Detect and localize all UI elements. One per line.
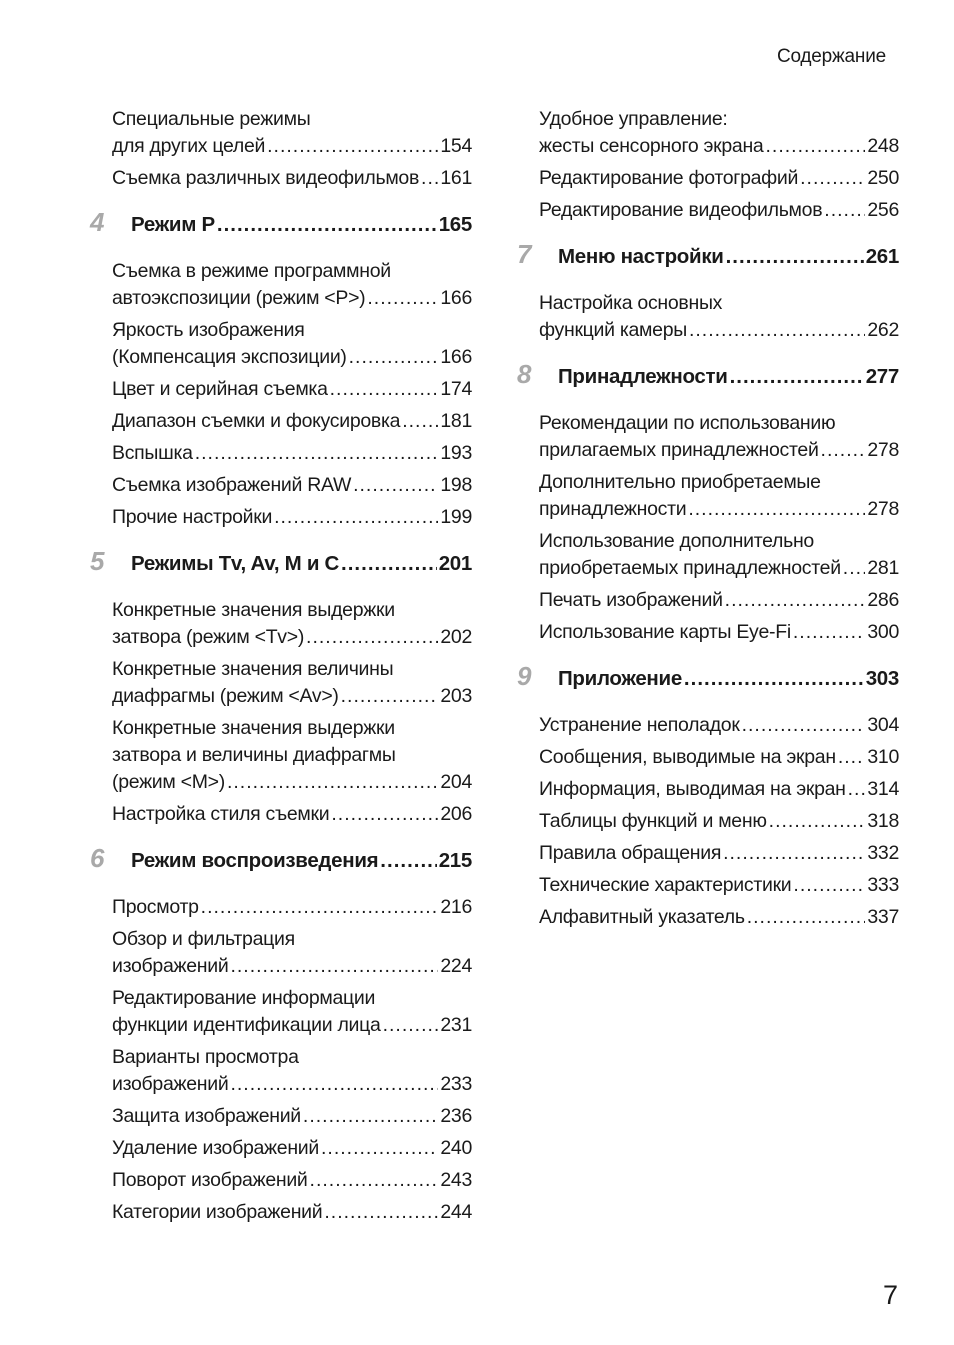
toc-entry[interactable]	[112, 1167, 472, 1194]
entry-page: 278	[867, 498, 899, 520]
entry-page: 198	[440, 474, 472, 496]
toc-entry[interactable]	[112, 1199, 472, 1226]
toc-entry[interactable]	[112, 317, 472, 371]
chapter-number: 7	[517, 239, 532, 269]
entry-title: Информация, выводимая на экран	[539, 778, 846, 800]
dot-leader	[730, 362, 864, 392]
toc-entry[interactable]	[539, 808, 899, 835]
dot-leader	[349, 344, 439, 371]
toc-entry[interactable]	[112, 376, 472, 403]
toc-entry[interactable]	[112, 597, 472, 651]
dot-leader	[267, 133, 438, 160]
chapter-title: Принадлежности	[558, 365, 728, 388]
entry-page: 206	[440, 803, 472, 825]
toc-entry[interactable]	[112, 985, 472, 1039]
chapter-number: 9	[517, 661, 532, 691]
entry-page: 310	[867, 746, 899, 768]
entry-title: Правила обращения	[539, 842, 722, 864]
toc-chapter-8[interactable]	[517, 359, 899, 392]
entry-title-line: Конкретные значения величины	[112, 658, 394, 680]
dot-leader	[821, 437, 866, 464]
toc-entry[interactable]	[539, 872, 899, 899]
entry-title-line: Варианты просмотра	[112, 1046, 299, 1068]
chapter-page: 201	[438, 552, 472, 575]
toc-chapter-9[interactable]	[517, 661, 899, 694]
entry-page: 304	[867, 714, 899, 736]
entry-title: Защита изображений	[112, 1105, 301, 1127]
dot-leader	[684, 664, 864, 694]
entry-page: 337	[867, 906, 899, 928]
toc-entry[interactable]	[539, 197, 899, 224]
dot-leader	[330, 376, 439, 403]
entry-title: Печать изображений	[539, 589, 723, 611]
entry-title: диафрагмы (режим <Av>)	[112, 685, 339, 707]
entry-page: 281	[867, 557, 899, 579]
toc-chapter-5[interactable]	[90, 546, 472, 579]
dot-leader	[689, 317, 865, 344]
entry-page: 248	[867, 135, 899, 157]
dot-leader	[765, 133, 865, 160]
toc-entry[interactable]	[112, 1044, 472, 1098]
entry-title-line: Специальные режимы	[112, 108, 311, 130]
toc-entry[interactable]	[112, 440, 472, 467]
dot-leader	[824, 197, 865, 224]
chapter-number: 8	[517, 359, 532, 389]
toc-entry[interactable]	[112, 258, 472, 312]
entry-title: Вспышка	[112, 442, 193, 464]
entry-page: 236	[440, 1105, 472, 1127]
entry-page: 332	[867, 842, 899, 864]
entry-page: 154	[440, 135, 472, 157]
chapter-title: Приложение	[558, 667, 682, 690]
entry-title: для других целей	[112, 135, 266, 157]
toc-entry[interactable]	[539, 469, 899, 523]
dot-leader	[331, 801, 438, 828]
dot-leader	[742, 712, 866, 739]
entry-title: Прочие настройки	[112, 506, 273, 528]
entry-page: 204	[440, 771, 472, 793]
dot-leader	[353, 472, 438, 499]
entry-page: 166	[440, 287, 472, 309]
dot-leader	[421, 165, 438, 192]
toc-entry[interactable]	[539, 587, 899, 614]
entry-title: приобретаемых принадлежностей	[539, 557, 841, 579]
dot-leader	[383, 1012, 439, 1039]
dot-leader	[303, 1103, 438, 1130]
toc-entry[interactable]	[112, 926, 472, 980]
toc-entry[interactable]	[112, 106, 472, 160]
toc-entry[interactable]	[539, 840, 899, 867]
entry-title: изображений	[112, 955, 229, 977]
entry-title: Удаление изображений	[112, 1137, 319, 1159]
dot-leader	[725, 587, 866, 614]
chapter-title: Режим воспроизведения	[131, 849, 379, 872]
chapter-number: 5	[90, 546, 105, 576]
dot-leader	[747, 904, 866, 931]
toc-entry[interactable]	[539, 410, 899, 464]
toc-entry[interactable]	[112, 656, 472, 710]
entry-page: 278	[867, 439, 899, 461]
entry-title-line: Удобное управление:	[539, 108, 728, 130]
dot-leader	[688, 496, 865, 523]
toc-entry[interactable]	[539, 744, 899, 771]
dot-leader	[230, 953, 438, 980]
entry-title-line: Использование дополнительно	[539, 530, 814, 552]
entry-title: изображений	[112, 1073, 229, 1095]
dot-leader	[324, 1199, 438, 1226]
entry-page: 216	[440, 896, 472, 918]
entry-page: 202	[440, 626, 472, 648]
entry-title: Редактирование видеофильмов	[539, 199, 823, 221]
entry-title-line: Яркость изображения	[112, 319, 305, 341]
entry-title: (Компенсация экспозиции)	[112, 346, 347, 368]
entry-page: 231	[440, 1014, 472, 1036]
entry-title-line: Рекомендации по использованию	[539, 412, 836, 434]
dot-leader	[227, 769, 438, 796]
toc-chapter-4[interactable]	[90, 207, 472, 240]
dot-leader	[723, 840, 865, 867]
toc-entry[interactable]	[112, 165, 472, 192]
entry-title: Категории изображений	[112, 1201, 323, 1223]
dot-leader	[341, 549, 437, 579]
toc-left-column	[90, 106, 472, 1231]
entry-page: 240	[440, 1137, 472, 1159]
page-header-title: Содержание	[776, 46, 886, 67]
entry-title: Алфавитный указатель	[539, 906, 745, 928]
dot-leader	[800, 165, 865, 192]
toc-entry[interactable]	[112, 504, 472, 531]
entry-title-line: Конкретные значения выдержки	[112, 717, 395, 739]
chapter-page: 261	[865, 245, 899, 268]
entry-title: жесты сенсорного экрана	[539, 135, 764, 157]
entry-title: Технические характеристики	[539, 874, 792, 896]
toc-entry[interactable]	[112, 1135, 472, 1162]
entry-page: 243	[440, 1169, 472, 1191]
dot-leader	[848, 776, 866, 803]
dot-leader	[726, 242, 864, 272]
dot-leader	[306, 624, 438, 651]
chapter-page: 165	[438, 213, 472, 236]
entry-title: автоэкспозиции (режим <P>)	[112, 287, 366, 309]
entry-page: 224	[440, 955, 472, 977]
entry-title-line: Настройка основных	[539, 292, 723, 314]
entry-title: Съемка изображений RAW	[112, 474, 352, 496]
entry-page: 300	[867, 621, 899, 643]
entry-page: 256	[867, 199, 899, 221]
chapter-page: 303	[865, 667, 899, 690]
dot-leader	[310, 1167, 439, 1194]
dot-leader	[769, 808, 866, 835]
entry-title: Редактирование фотографий	[539, 167, 799, 189]
entry-title: Просмотр	[112, 896, 199, 918]
entry-title: Использование карты Eye-Fi	[539, 621, 791, 643]
entry-title: затвора (режим <Tv>)	[112, 626, 305, 648]
entry-page: 199	[440, 506, 472, 528]
entry-title: функции идентификации лица	[112, 1014, 381, 1036]
entry-title: Съемка различных видеофильмов	[112, 167, 420, 189]
chapter-title: Режимы Tv, Av, M и C	[131, 552, 340, 575]
entry-title-line: Конкретные значения выдержки	[112, 599, 395, 621]
chapter-title: Режим P	[131, 213, 215, 236]
toc-entry[interactable]	[539, 106, 899, 160]
entry-title-line: затвора и величины диафрагмы	[112, 744, 396, 766]
toc-entry[interactable]	[539, 776, 899, 803]
entry-page: 193	[440, 442, 472, 464]
entry-title: принадлежности	[539, 498, 687, 520]
dot-leader	[838, 744, 866, 771]
entry-page: 161	[440, 167, 472, 189]
entry-page: 262	[867, 319, 899, 341]
toc-entry[interactable]	[112, 715, 472, 796]
toc-entry[interactable]	[112, 1103, 472, 1130]
entry-title: Настройка стиля съемки	[112, 803, 330, 825]
toc-right-column	[517, 106, 899, 936]
toc-entry[interactable]	[539, 904, 899, 931]
entry-title: Поворот изображений	[112, 1169, 308, 1191]
toc-entry[interactable]	[539, 619, 899, 646]
toc-chapter-7[interactable]	[517, 239, 899, 272]
page-number: 7	[882, 1280, 898, 1310]
entry-title-line: Дополнительно приобретаемые	[539, 471, 821, 493]
entry-page: 174	[440, 378, 472, 400]
entry-title: (режим <M>)	[112, 771, 225, 793]
entry-page: 314	[867, 778, 899, 800]
toc-entry[interactable]	[539, 528, 899, 582]
toc-entry[interactable]	[112, 408, 472, 435]
dot-leader	[380, 846, 436, 876]
toc-entry[interactable]	[539, 290, 899, 344]
dot-leader	[793, 619, 865, 646]
dot-leader	[195, 440, 439, 467]
dot-leader	[843, 555, 866, 582]
entry-title: Устранение неполадок	[539, 714, 740, 736]
toc-entry[interactable]	[539, 712, 899, 739]
dot-leader	[402, 408, 438, 435]
dot-leader	[274, 504, 438, 531]
chapter-title: Меню настройки	[558, 245, 724, 268]
entry-page: 203	[440, 685, 472, 707]
entry-page: 250	[867, 167, 899, 189]
entry-title: Таблицы функций и меню	[539, 810, 767, 832]
entry-page: 333	[867, 874, 899, 896]
chapter-page: 215	[438, 849, 472, 872]
toc-entry[interactable]	[112, 801, 472, 828]
toc-entry[interactable]	[539, 165, 899, 192]
dot-leader	[341, 683, 439, 710]
chapter-number: 4	[90, 207, 105, 237]
entry-title-line: Съемка в режиме программной	[112, 260, 391, 282]
entry-page: 244	[440, 1201, 472, 1223]
entry-page: 166	[440, 346, 472, 368]
entry-title: Цвет и серийная съемка	[112, 378, 328, 400]
toc-entry[interactable]	[112, 472, 472, 499]
toc-chapter-6[interactable]	[90, 843, 472, 876]
entry-page: 286	[867, 589, 899, 611]
entry-title: прилагаемых принадлежностей	[539, 439, 819, 461]
entry-page: 181	[440, 410, 472, 432]
dot-leader	[367, 285, 438, 312]
entry-page: 233	[440, 1073, 472, 1095]
entry-title-line: Обзор и фильтрация	[112, 928, 295, 950]
entry-title-line: Редактирование информации	[112, 987, 376, 1009]
entry-title: Сообщения, выводимые на экран	[539, 746, 836, 768]
dot-leader	[217, 210, 437, 240]
entry-title: функций камеры	[539, 319, 687, 341]
dot-leader	[201, 894, 439, 921]
dot-leader	[793, 872, 865, 899]
entry-title: Диапазон съемки и фокусировка	[112, 410, 401, 432]
entry-page: 318	[867, 810, 899, 832]
toc-entry[interactable]	[112, 894, 472, 921]
dot-leader	[321, 1135, 438, 1162]
chapter-number: 6	[90, 843, 105, 873]
dot-leader	[230, 1071, 438, 1098]
chapter-page: 277	[865, 365, 899, 388]
